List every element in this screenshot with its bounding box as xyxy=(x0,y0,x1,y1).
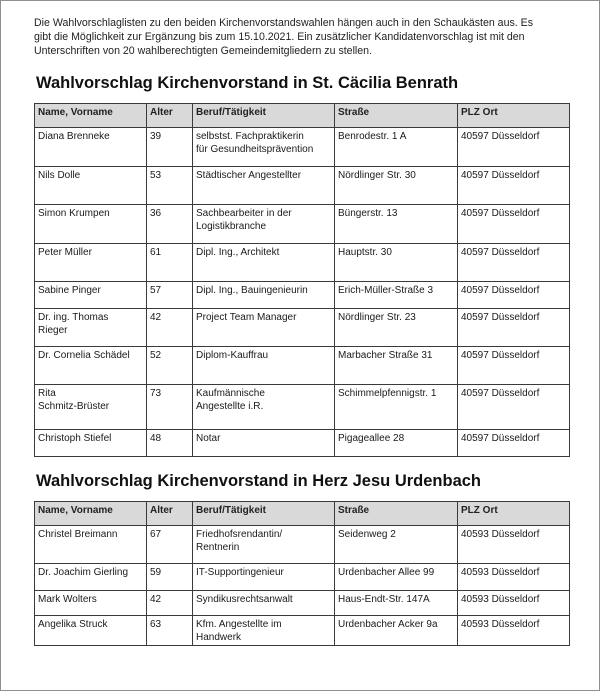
cell-name-line: Mark Wolters xyxy=(38,594,97,605)
column-header-job: Beruf/Tätigkeit xyxy=(193,104,335,128)
cell-name xyxy=(35,591,147,616)
cell-name-line: Dr. Cornelia Schädel xyxy=(38,350,130,361)
column-header-name: Name, Vorname xyxy=(35,502,147,526)
cell-job xyxy=(193,282,335,309)
table-row xyxy=(35,309,570,347)
cell-job xyxy=(193,167,335,205)
candidates-table-urdenbach xyxy=(34,501,570,646)
cell-age: 63 xyxy=(147,616,193,646)
cell-name-line: Schmitz-Brüster xyxy=(38,400,110,412)
column-header-age: Alter xyxy=(147,502,193,526)
cell-street: Erich-Müller-Straße 3 xyxy=(335,282,458,309)
cell-city: 40597 Düsseldorf xyxy=(458,244,570,282)
cell-job xyxy=(193,205,335,244)
column-header-street: Straße xyxy=(335,104,458,128)
cell-age: 73 xyxy=(147,385,193,430)
cell-city: 40593 Düsseldorf xyxy=(458,526,570,564)
cell-city: 40597 Düsseldorf xyxy=(458,205,570,244)
cell-name xyxy=(35,167,147,205)
column-header-name: Name, Vorname xyxy=(35,104,147,128)
cell-city: 40597 Düsseldorf xyxy=(458,282,570,309)
table-row xyxy=(35,385,570,430)
table-header-row xyxy=(35,104,570,128)
table-row xyxy=(35,591,570,616)
cell-city: 40597 Düsseldorf xyxy=(458,347,570,385)
table-row xyxy=(35,526,570,564)
cell-job-line: selbstst. Fachpraktikerin xyxy=(196,131,304,142)
cell-street: Schimmelpfennigstr. 1 xyxy=(335,385,458,430)
cell-name-line: Christoph Stiefel xyxy=(38,433,112,444)
cell-name xyxy=(35,526,147,564)
table-row xyxy=(35,616,570,646)
cell-street: Büngerstr. 13 xyxy=(335,205,458,244)
cell-street: Haus-Endt-Str. 147A xyxy=(335,591,458,616)
table-body xyxy=(35,526,570,646)
column-header-street: Straße xyxy=(335,502,458,526)
cell-job-line: Kaufmännische xyxy=(196,388,265,399)
cell-street: Nördlinger Str. 23 xyxy=(335,309,458,347)
table-header-row xyxy=(35,502,570,526)
section-title-benrath: Wahlvorschlag Kirchenvorstand in St. Cäcilia Benrath xyxy=(36,74,459,92)
cell-age: 53 xyxy=(147,167,193,205)
cell-job-line: Notar xyxy=(196,433,221,444)
cell-name xyxy=(35,347,147,385)
column-header-city: PLZ Ort xyxy=(458,502,570,526)
cell-job-line: Städtischer Angestellter xyxy=(196,170,302,181)
cell-job-line: Project Team Manager xyxy=(196,312,297,323)
cell-job-line: Angestellte i.R. xyxy=(196,400,264,412)
cell-street: Benrodestr. 1 A xyxy=(335,128,458,167)
cell-job xyxy=(193,430,335,457)
cell-job-line: Dipl. Ing., Bauingenieurin xyxy=(196,285,308,296)
cell-job-line: Dipl. Ing., Architekt xyxy=(196,247,280,258)
cell-name-line: Peter Müller xyxy=(38,247,92,258)
cell-job-line: Diplom-Kauffrau xyxy=(196,350,269,361)
table-row xyxy=(35,430,570,457)
cell-job-line: Logistikbranche xyxy=(196,220,267,232)
cell-city: 40593 Düsseldorf xyxy=(458,591,570,616)
cell-city: 40597 Düsseldorf xyxy=(458,128,570,167)
cell-name xyxy=(35,564,147,591)
intro-paragraph xyxy=(34,16,569,58)
cell-street: Urdenbacher Allee 99 xyxy=(335,564,458,591)
cell-name-line: Christel Breimann xyxy=(38,529,118,540)
cell-street: Urdenbacher Acker 9a xyxy=(335,616,458,646)
cell-name xyxy=(35,244,147,282)
cell-job xyxy=(193,564,335,591)
cell-name-line: Nils Dolle xyxy=(38,170,81,181)
cell-name-line: Sabine Pinger xyxy=(38,285,101,296)
cell-name xyxy=(35,385,147,430)
cell-name-line: Rieger xyxy=(38,324,68,336)
cell-age: 42 xyxy=(147,309,193,347)
cell-job-line: Kfm. Angestellte im xyxy=(196,619,282,630)
cell-name-line: Simon Krumpen xyxy=(38,208,110,219)
cell-name-line: Dr. Joachim Gierling xyxy=(38,567,129,578)
cell-city: 40593 Düsseldorf xyxy=(458,616,570,646)
cell-name xyxy=(35,128,147,167)
cell-age: 52 xyxy=(147,347,193,385)
cell-name-line: Rita xyxy=(38,388,56,399)
cell-city: 40597 Düsseldorf xyxy=(458,167,570,205)
cell-job-line: Sachbearbeiter in der xyxy=(196,208,292,219)
cell-job xyxy=(193,616,335,646)
cell-job xyxy=(193,591,335,616)
intro-line: gibt die Möglichkeit zur Ergänzung bis zum 15.10.2021. Ein zusätzlicher Kandidatenvorschlag ist mit den xyxy=(34,31,525,43)
table-row xyxy=(35,167,570,205)
cell-job-line: Friedhofsrendantin/ xyxy=(196,529,283,540)
cell-job xyxy=(193,309,335,347)
cell-city: 40597 Düsseldorf xyxy=(458,430,570,457)
table-row xyxy=(35,282,570,309)
cell-name-line: Dr. ing. Thomas xyxy=(38,312,109,323)
cell-job-line: Syndikusrechtsanwalt xyxy=(196,594,293,605)
cell-name-line: Angelika Struck xyxy=(38,619,108,630)
column-header-city: PLZ Ort xyxy=(458,104,570,128)
intro-line: Die Wahlvorschlaglisten zu den beiden Kirchenvorstandswahlen hängen auch in den Schaukästen aus. Es xyxy=(34,17,534,29)
cell-age: 57 xyxy=(147,282,193,309)
table-row xyxy=(35,244,570,282)
section-title-urdenbach: Wahlvorschlag Kirchenvorstand in Herz Jesu Urdenbach xyxy=(36,472,482,490)
cell-street: Marbacher Straße 31 xyxy=(335,347,458,385)
cell-name xyxy=(35,205,147,244)
cell-job-line: IT-Supportingenieur xyxy=(196,567,284,578)
cell-job xyxy=(193,526,335,564)
cell-job xyxy=(193,128,335,167)
cell-age: 59 xyxy=(147,564,193,591)
table-row xyxy=(35,128,570,167)
cell-street: Hauptstr. 30 xyxy=(335,244,458,282)
intro-line: Unterschriften von 20 wahlberechtigten Gemeindemitgliedern zu stellen. xyxy=(34,45,373,57)
cell-name-line: Diana Brenneke xyxy=(38,131,110,142)
cell-age: 42 xyxy=(147,591,193,616)
cell-age: 48 xyxy=(147,430,193,457)
cell-job-line: Rentnerin xyxy=(196,541,240,553)
cell-city: 40597 Düsseldorf xyxy=(458,385,570,430)
cell-name xyxy=(35,282,147,309)
cell-street: Nördlinger Str. 30 xyxy=(335,167,458,205)
cell-age: 36 xyxy=(147,205,193,244)
table-row xyxy=(35,564,570,591)
cell-job-line: Handwerk xyxy=(196,631,242,643)
table-row xyxy=(35,205,570,244)
cell-name xyxy=(35,309,147,347)
table-row xyxy=(35,347,570,385)
cell-street: Seidenweg 2 xyxy=(335,526,458,564)
cell-job-line: für Gesundheitsprävention xyxy=(196,143,314,155)
cell-city: 40593 Düsseldorf xyxy=(458,564,570,591)
cell-age: 67 xyxy=(147,526,193,564)
cell-street: Pigageallee 28 xyxy=(335,430,458,457)
cell-job xyxy=(193,347,335,385)
candidates-table-benrath xyxy=(34,103,570,457)
column-header-age: Alter xyxy=(147,104,193,128)
cell-age: 61 xyxy=(147,244,193,282)
cell-city: 40597 Düsseldorf xyxy=(458,309,570,347)
cell-name xyxy=(35,430,147,457)
cell-name xyxy=(35,616,147,646)
cell-age: 39 xyxy=(147,128,193,167)
cell-job xyxy=(193,244,335,282)
cell-job xyxy=(193,385,335,430)
table-body xyxy=(35,128,570,457)
column-header-job: Beruf/Tätigkeit xyxy=(193,502,335,526)
